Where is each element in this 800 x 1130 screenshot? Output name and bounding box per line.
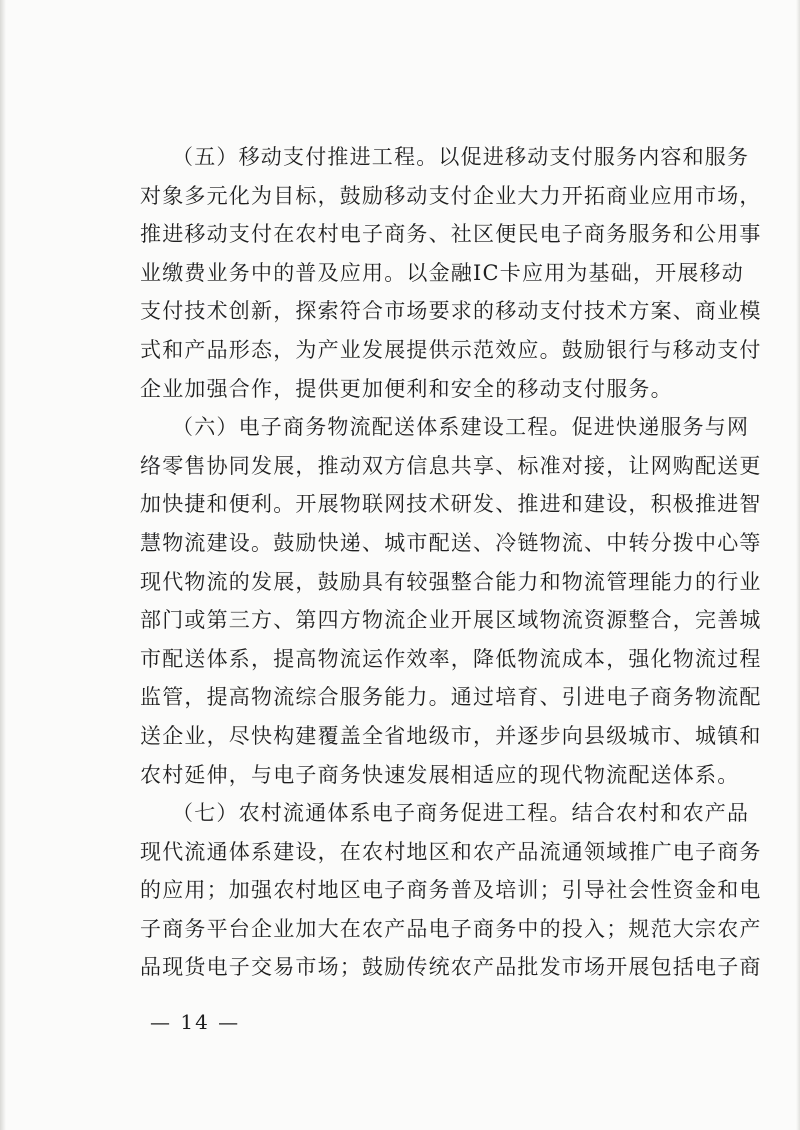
text-line: 农村延伸，与电子商务快速发展相适应的现代物流配送体系。: [140, 762, 740, 787]
text-line: 支付技术创新，探索符合市场要求的移动支付技术方案、商业模: [140, 299, 762, 324]
text-line: 监管，提高物流综合服务能力。通过培育、引进电子商务物流配: [140, 685, 762, 710]
text-line: 的应用；加强农村地区电子商务普及培训；引导社会性资金和电: [140, 878, 762, 903]
text-line: 品现货电子交易市场；鼓励传统农产品批发市场开展包括电子商: [140, 955, 762, 980]
text-line: 业缴费业务中的普及应用。以金融IC卡应用为基础，开展移动: [140, 260, 744, 285]
text-line: 式和产品形态，为产业发展提供示范效应。鼓励银行与移动支付: [140, 337, 762, 362]
text-line: 络零售协同发展，推动双方信息共享、标准对接，让网购配送更: [140, 453, 762, 478]
text-line: 企业加强合作，提供更加便利和安全的移动支付服务。: [140, 376, 673, 401]
text-line: 部门或第三方、第四方物流企业开展区域物流资源整合，完善城: [140, 608, 762, 633]
text-line: 对象多元化为目标，鼓励移动支付企业大力开拓商业应用市场，: [140, 183, 762, 208]
text-line: 推进移动支付在农村电子商务、社区便民电子商务服务和公用事: [140, 222, 762, 247]
scan-edge-right: [796, 0, 800, 1130]
text-line: 现代流通体系建设，在农村地区和农产品流通领域推广电子商务: [140, 839, 762, 864]
text-line: 市配送体系，提高物流运作效率，降低物流成本，强化物流过程: [140, 646, 762, 671]
text-line: 现代物流的发展，鼓励具有较强整合能力和物流管理能力的行业: [140, 569, 762, 594]
text-line: 送企业，尽快构建覆盖全省地级市，并逐步向县级城市、城镇和: [140, 723, 762, 748]
text-line: 子商务平台企业加大在农产品电子商务中的投入；规范大宗农产: [140, 916, 762, 941]
text-line: 慧物流建设。鼓励快递、城市配送、冷链物流、中转分拨中心等: [140, 530, 762, 555]
text-line: （六）电子商务物流配送体系建设工程。促进快递服务与网: [172, 415, 750, 440]
body-text: [140, 138, 762, 987]
scan-edge-left: [0, 0, 6, 1130]
text-line: （五）移动支付推进工程。以促进移动支付服务内容和服务: [172, 145, 750, 169]
page-number: — 14 —: [150, 1010, 241, 1034]
text-line: （七）农村流通体系电子商务促进工程。结合农村和农产品: [172, 801, 750, 826]
text-line: 加快捷和便利。开展物联网技术研发、推进和建设，积极推进智: [140, 492, 762, 517]
